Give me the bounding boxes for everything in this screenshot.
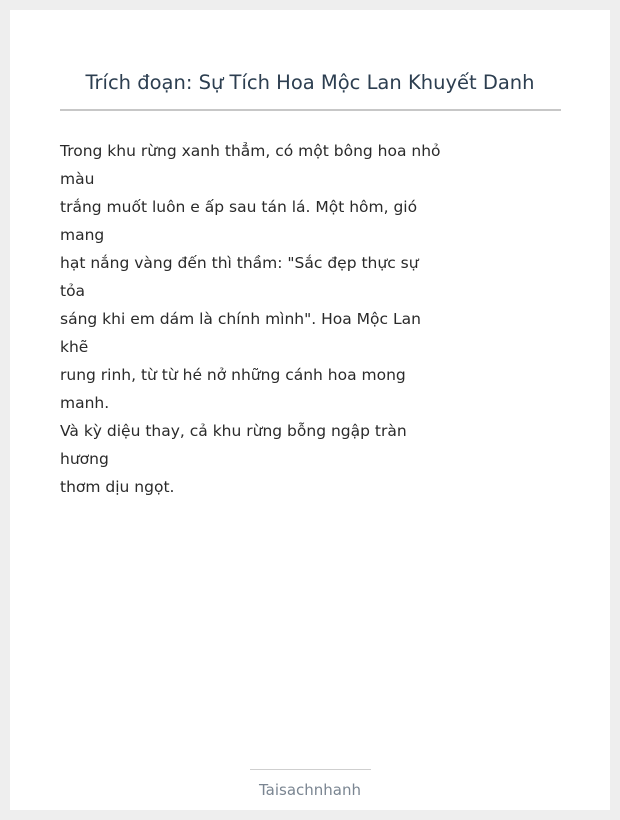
story-line: hương — [60, 450, 109, 468]
document-title: Trích đoạn: Sự Tích Hoa Mộc Lan Khuyết Danh — [85, 71, 535, 94]
story-line: tỏa — [60, 282, 86, 300]
title-divider — [60, 109, 561, 111]
story-line: màu — [60, 170, 95, 188]
story-line: Và kỳ diệu thay, cả khu rừng bỗng ngập tràn — [60, 422, 407, 440]
story-line: khẽ — [60, 338, 89, 356]
footer-brand: Taisachnhanh — [258, 781, 362, 799]
story-line: rung rinh, từ từ hé nở những cánh hoa mong — [60, 366, 406, 384]
footer-divider — [250, 769, 371, 770]
story-text — [60, 137, 440, 501]
story-line: sáng khi em dám là chính mình". Hoa Mộc Lan — [60, 310, 421, 328]
story-line: hạt nắng vàng đến thì thầm: "Sắc đẹp thực sự — [60, 254, 419, 272]
story-line: Trong khu rừng xanh thẳm, có một bông hoa nhỏ — [60, 142, 441, 160]
story-line: trắng muốt luôn e ấp sau tán lá. Một hôm, gió — [60, 198, 418, 216]
story-line: thơm dịu ngọt. — [60, 478, 175, 496]
story-line: manh. — [60, 394, 110, 412]
document-page — [10, 10, 610, 810]
story-line: mang — [60, 226, 105, 244]
